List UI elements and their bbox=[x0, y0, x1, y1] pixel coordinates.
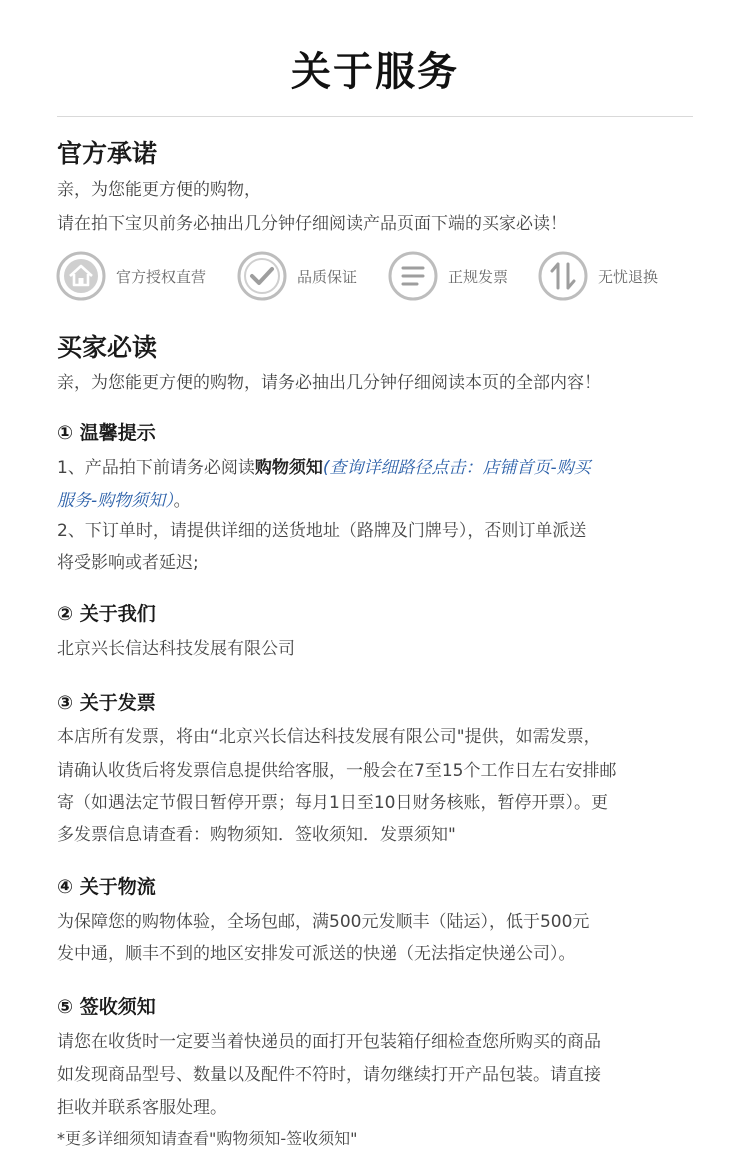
invoice-line-1: 本店所有发票，将由“北京兴长信达科技发展有限公司"提供，如需发票， bbox=[57, 727, 601, 747]
tips-item-1-line-2 bbox=[57, 484, 191, 518]
page-title: 关于服务 bbox=[291, 49, 459, 95]
receipt-more-note: *更多详细须知请查看"购物须知-签收须知" bbox=[57, 1129, 358, 1148]
invoice-line-4: 多发票信息请查看：购物须知．签收须知．发票须知" bbox=[57, 825, 456, 845]
path-hint-link[interactable]: (查询详细路径点击：店铺首页-购买 bbox=[322, 458, 591, 478]
must-read-heading: 买家必读 bbox=[57, 333, 158, 362]
logistics-line-1: 为保障您的购物体验，全场包邮，满500元发顺丰（陆运），低于500元 bbox=[57, 912, 590, 932]
badge-label: 官方授权直营 bbox=[116, 267, 207, 286]
logistics-heading: ④ 关于物流 bbox=[57, 876, 156, 898]
badge-invoice bbox=[387, 248, 508, 304]
badge-label: 品质保证 bbox=[297, 267, 358, 286]
about-us-text: 北京兴长信达科技发展有限公司 bbox=[57, 639, 295, 659]
receipt-line-3: 拒收并联系客服处理。 bbox=[57, 1098, 227, 1118]
promise-line-2: 请在拍下宝贝前务必抽出几分钟仔细阅读产品页面下端的买家必读！ bbox=[57, 214, 567, 234]
badge-official bbox=[55, 248, 206, 304]
home-icon bbox=[55, 250, 107, 302]
check-icon bbox=[236, 250, 288, 302]
tips-item-2-line-1: 2、下订单时，请提供详细的送货地址（路牌及门牌号），否则订单派送 bbox=[57, 521, 587, 541]
logistics-line-2: 发中通，顺丰不到的地区安排发可派送的快递（无法指定快递公司）。 bbox=[57, 944, 576, 964]
receipt-line-2: 如发现商品型号、数量以及配件不符时，请勿继续打开产品包装。请直接 bbox=[57, 1065, 601, 1085]
badge-return bbox=[537, 248, 658, 304]
promise-badges bbox=[55, 248, 695, 304]
tips-item-1-end: 。 bbox=[173, 491, 191, 511]
tips-item-1-prefix: 1、产品拍下前请务必阅读 bbox=[57, 458, 255, 478]
invoice-heading: ③ 关于发票 bbox=[57, 692, 156, 714]
must-read-intro: 亲，为您能更方便的购物，请务必抽出几分钟仔细阅读本页的全部内容！ bbox=[57, 373, 601, 393]
title-divider bbox=[57, 116, 693, 117]
promise-heading: 官方承诺 bbox=[57, 139, 158, 168]
badge-label: 无忧退换 bbox=[598, 267, 659, 286]
invoice-line-3: 寄（如遇法定节假日暂停开票；每月1日至10日财务核账，暂停开票）。更 bbox=[57, 793, 608, 813]
path-hint-link-cont[interactable]: 服务-购物须知） bbox=[57, 491, 174, 511]
receipt-heading: ⑤ 签收须知 bbox=[57, 996, 156, 1018]
about-us-heading: ② 关于我们 bbox=[57, 603, 156, 625]
shopping-notice-label: 购物须知 bbox=[254, 458, 323, 478]
tips-item-1-line-1 bbox=[57, 451, 591, 485]
promise-line-1: 亲，为您能更方便的购物， bbox=[57, 180, 261, 200]
tips-heading: ① 温馨提示 bbox=[57, 422, 156, 444]
document-icon bbox=[387, 250, 439, 302]
receipt-line-1: 请您在收货时一定要当着快递员的面打开包装箱仔细检查您所购买的商品 bbox=[57, 1032, 601, 1052]
tips-item-2-line-2: 将受影响或者延迟; bbox=[57, 553, 199, 573]
badge-label: 正规发票 bbox=[448, 267, 509, 286]
badge-quality bbox=[236, 248, 357, 304]
exchange-icon bbox=[537, 250, 589, 302]
invoice-line-2: 请确认收货后将发票信息提供给客服，一般会在7至15个工作日左右安排邮 bbox=[57, 761, 617, 781]
